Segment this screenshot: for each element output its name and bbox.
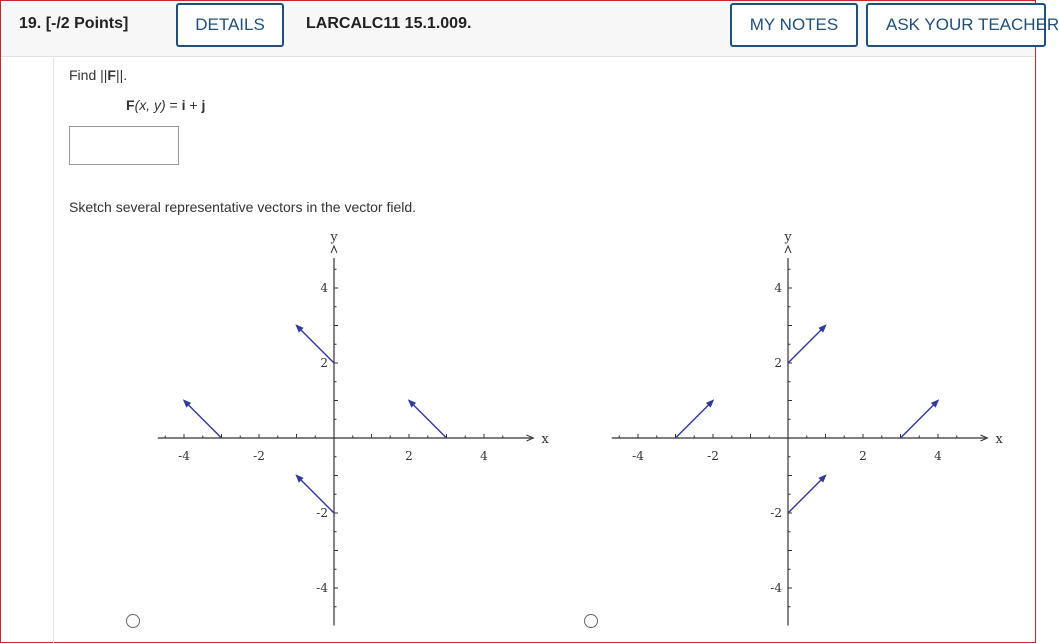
x-tick-label: 4	[480, 449, 488, 463]
x-tick-label: 2	[859, 449, 867, 463]
vector-arrow	[184, 401, 222, 439]
ask-your-teacher-button[interactable]: ASK YOUR TEACHER	[866, 3, 1046, 47]
equation-i: i	[181, 97, 186, 113]
vector-arrow	[676, 401, 714, 439]
equation-args: (x, y)	[134, 97, 166, 113]
vector-field-graph-a	[121, 223, 551, 633]
vector-arrow	[788, 326, 826, 364]
vector-field-graph-b	[575, 223, 1005, 633]
my-notes-button[interactable]: MY NOTES	[730, 3, 858, 47]
vector-arrow	[788, 476, 826, 514]
content-divider	[53, 58, 54, 643]
y-tick-label: -2	[770, 506, 782, 520]
y-tick-label: -4	[770, 581, 782, 595]
radio-option-b[interactable]	[584, 614, 598, 628]
equation-plus: +	[185, 97, 202, 113]
x-tick-label: -2	[253, 449, 265, 463]
y-tick-label: -4	[316, 581, 328, 595]
y-tick-label: 4	[774, 281, 782, 295]
question-header	[1, 1, 1059, 57]
graph-b-svg	[575, 223, 1005, 633]
y-axis-label: y	[330, 230, 338, 245]
y-axis-label: y	[784, 230, 792, 245]
answer-input[interactable]	[69, 126, 179, 165]
vector-arrow	[297, 476, 335, 514]
y-tick-label: 4	[320, 281, 328, 295]
vector-arrow	[901, 401, 939, 439]
x-tick-label: -2	[707, 449, 719, 463]
x-axis-label: x	[541, 432, 549, 447]
y-tick-label: -2	[316, 506, 328, 520]
question-number: 19. [-/2 Points]	[19, 15, 129, 32]
y-tick-label: 2	[320, 356, 328, 370]
y-tick-label: 2	[774, 356, 782, 370]
prompt-vector-F: F	[107, 67, 116, 83]
x-axis-label: x	[995, 432, 1003, 447]
x-tick-label: 2	[405, 449, 413, 463]
sketch-instruction: Sketch several representative vectors in the vector field.	[69, 199, 417, 215]
question-prompt	[69, 67, 127, 83]
equation-equals: =	[165, 97, 182, 113]
vector-field-equation	[126, 97, 205, 113]
equation-j: j	[201, 97, 206, 113]
graph-a-svg	[121, 223, 551, 633]
vector-arrow	[297, 326, 335, 364]
prompt-suffix: ||.	[115, 67, 128, 83]
y-axis-arrow	[785, 246, 791, 253]
radio-option-a[interactable]	[126, 614, 140, 628]
details-button[interactable]: DETAILS	[176, 3, 284, 47]
x-tick-label: -4	[178, 449, 190, 463]
vector-arrow	[409, 401, 447, 439]
problem-code: LARCALC11 15.1.009.	[306, 15, 472, 32]
x-tick-label: 4	[934, 449, 942, 463]
x-tick-label: -4	[632, 449, 644, 463]
equation-F: F	[126, 97, 135, 113]
y-axis-arrow	[331, 246, 337, 253]
prompt-prefix: Find ||	[69, 67, 108, 83]
